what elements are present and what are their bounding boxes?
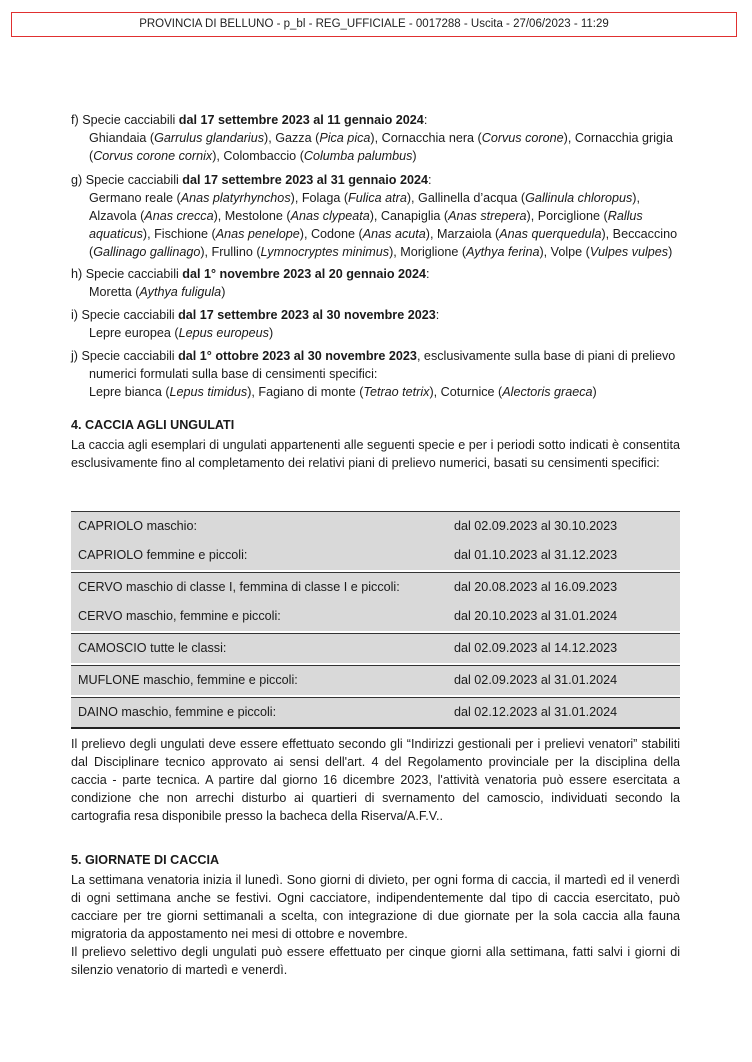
species-block-j (71, 347, 680, 401)
species-j-prefix: j) Specie cacciabili (71, 349, 179, 363)
species-j-cont: numerici formulati sulla base di censimenti specifici: (89, 367, 378, 381)
period-cell: dal 02.09.2023 al 14.12.2023 (454, 641, 618, 655)
species-cell: MUFLONE maschio, femmine e piccoli: (78, 673, 298, 687)
species-j-list: Lepre bianca (Lepus timidus), Fagiano di monte (Tetrao tetrix), Coturnice (Alectoris graeca) (89, 385, 597, 399)
species-g-list-3: aquaticus), Fischione (Anas penelope), Codone (Anas acuta), Marzaiola (Anas querquedula), Beccaccino (89, 227, 678, 241)
species-h-period: dal 1° novembre 2023 al 20 gennaio 2024 (182, 267, 427, 281)
period-cell: dal 02.09.2023 al 30.10.2023 (454, 519, 618, 533)
section-5-heading: 5. GIORNATE DI CACCIA (71, 853, 220, 867)
species-cell: CAPRIOLO femmine e piccoli: (78, 548, 248, 562)
period-cell: dal 01.10.2023 al 31.12.2023 (454, 548, 618, 562)
species-cell: CAPRIOLO maschio: (78, 519, 197, 533)
species-cell: CERVO maschio, femmine e piccoli: (78, 609, 281, 623)
species-block-g (71, 171, 680, 261)
species-block-h (71, 265, 680, 301)
species-h-list: Moretta (Aythya fuligula) (89, 285, 226, 299)
period-cell: dal 02.12.2023 al 31.01.2024 (454, 705, 618, 719)
species-i-prefix: i) Specie cacciabili (71, 308, 179, 322)
species-f-period: dal 17 settembre 2023 al 11 gennaio 2024 (178, 113, 424, 127)
period-cell: dal 20.10.2023 al 31.01.2024 (454, 609, 618, 623)
table-group (71, 633, 680, 663)
species-i-suffix: : (435, 308, 440, 322)
section-4-intro: La caccia agli esemplari di ungulati appartenenti alle seguenti specie e per i periodi sotto indicati è consentita esclusivamente fino al completamento dei relativi piani di prelievo numerici, basati su censimenti specifici: (71, 438, 680, 470)
species-h-prefix: h) Specie cacciabili (71, 267, 183, 281)
table-row (71, 666, 680, 695)
species-i-list: Lepre europea (Lepus europeus) (89, 326, 274, 340)
section-4-heading: 4. CACCIA AGLI UNGULATI (71, 418, 235, 432)
species-i-period: dal 17 settembre 2023 al 30 novembre 2023 (178, 308, 436, 322)
species-g-prefix: g) Specie cacciabili (71, 173, 183, 187)
table-group (71, 665, 680, 695)
table-group (71, 697, 680, 727)
species-block-i (71, 306, 680, 342)
table-row (71, 541, 680, 570)
species-j-suffix: , esclusivamente sulla base di piani di prelievo (416, 349, 676, 363)
species-f-prefix: f) Specie cacciabili (71, 113, 179, 127)
section-5-paragraph-1: La settimana venatoria inizia il lunedì. Sono giorni di divieto, per ogni forma di caccia, il martedì ed il venerdì di ogni settimana anche se festivi. Ogni cacciatore, indipendentemente dal tipo di caccia esercitato, può cacciare per tre giorni settimanali a scelta, con integrazione di due giornate per la sola caccia alla fauna migratoria da appostamento nei mesi di ottobre e novembre. (71, 873, 680, 941)
table-row (71, 634, 680, 663)
species-g-list-4: (Gallinago gallinago), Frullino (Lymnocryptes minimus), Moriglione (Aythya ferina), Volpe (Vulpes vulpes) (89, 245, 673, 259)
protocol-stamp: PROVINCIA DI BELLUNO - p_bl - REG_UFFICIALE - 0017288 - Uscita - 27/06/2023 - 11:29 (11, 12, 737, 37)
table-row (71, 602, 680, 631)
species-h-suffix: : (426, 267, 430, 281)
table-row (71, 698, 680, 727)
section-5-paragraph-2: Il prelievo selettivo degli ungulati può essere effettuato per cinque giorni alla settimana, fatti salvi i giorni di silenzio venatorio di martedì e venerdì. (71, 945, 680, 977)
species-f-list: Ghiandaia (Garrulus glandarius), Gazza (Pica pica), Cornacchia nera (Corvus corone), Cornacchia grigia (89, 131, 673, 145)
period-cell: dal 02.09.2023 al 31.01.2024 (454, 673, 618, 687)
table-row (71, 573, 680, 602)
section-5-text (71, 871, 680, 979)
table-group (71, 572, 680, 631)
species-block-f (71, 111, 680, 165)
species-g-period: dal 17 settembre 2023 al 31 gennaio 2024 (182, 173, 429, 187)
species-g-list-1: Germano reale (Anas platyrhynchos), Folaga (Fulica atra), Gallinella d’acqua (Gallinula chloropus), (89, 191, 640, 205)
ungulati-table (71, 511, 680, 729)
species-cell: CAMOSCIO tutte le classi: (78, 641, 227, 655)
species-j-period: dal 1° ottobre 2023 al 30 novembre 2023 (178, 349, 417, 363)
species-g-suffix: : (428, 173, 432, 187)
species-g-list-2: Alzavola (Anas crecca), Mestolone (Anas clypeata), Canapiglia (Anas strepera), Porciglione (Rallus (89, 209, 643, 223)
period-cell: dal 20.08.2023 al 16.09.2023 (454, 580, 618, 594)
section-4-after: Il prelievo degli ungulati deve essere effettuato secondo gli “Indirizzi gestionali per i prelievi venatori” stabiliti dal Disciplinare tecnico approvato ai sensi dell'art. 4 del Regolamento provinciale per la disciplina della caccia - parte tecnica. A partire dal giorno 16 dicembre 2023, l'attività venatoria può essere esercitata a condizione che non arrechi disturbo ai quartieri di svernamento del camoscio, individuati secondo la cartografia resa disponibile presso la bacheca della Riserva/A.F.V.. (71, 737, 680, 823)
species-f-suffix: : (423, 113, 428, 127)
table-group (71, 511, 680, 570)
species-f-list-2: (Corvus corone cornix), Colombaccio (Columba palumbus) (89, 149, 417, 163)
table-row (71, 512, 680, 541)
species-cell: CERVO maschio di classe I, femmina di classe I e piccoli: (78, 580, 400, 594)
species-cell: DAINO maschio, femmine e piccoli: (78, 705, 277, 719)
